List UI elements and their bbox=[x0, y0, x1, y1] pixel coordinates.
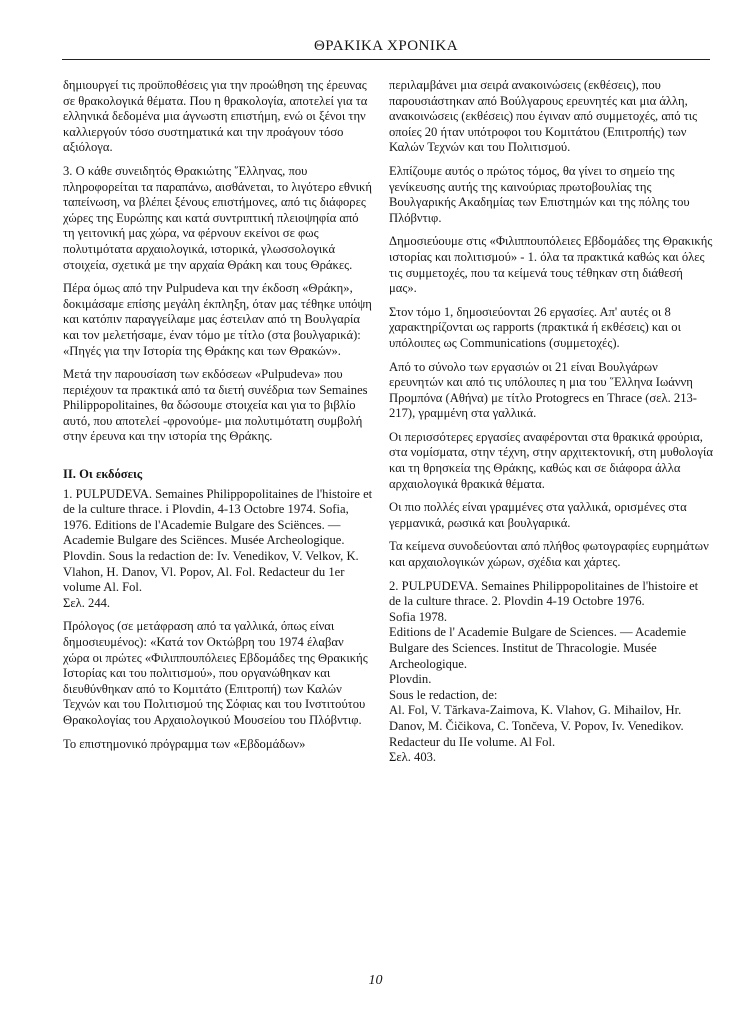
paragraph: Πέρα όμως από την Pulpudeva και την έκδοση «Θράκη», δοκιμάσαμε επίσης μεγάλη έκπληξη, όταν μας τέθηκε υπόψη και κατόπιν παραγγείλαμε μας έστειλαν από τη Βουλγαρία και τον μελετήσαμε, έναν τόμο με τίτλο (στα βουλγαρικά): «Πηγές για την Ιστορία της Θράκης και των Θρακών». bbox=[63, 281, 372, 358]
paragraph: Ελπίζουμε αυτός ο πρώτος τόμος, θα γίνει το σημείο της γενίκευσης αυτής της καινούριας πρωτοβουλίας της Βουλγαρικής Ακαδημίας των Επιστημών και της πόλης του Πλόβντιφ. bbox=[389, 163, 690, 225]
citation-line: Plovdin. bbox=[389, 672, 432, 687]
paragraph: Οι πιο πολλές είναι γραμμένες στα γαλλικά, ορισμένες στα γερμανικά, ρωσικά και βουλγαρικά. bbox=[389, 500, 687, 530]
paragraph: Στον τόμο 1, δημοσιεύονται 26 εργασίες. Απ' αυτές οι 8 χαρακτηρίζονται ως rapports (πρακτικά ή εκθέσεις) και οι υπόλοιπες ως Communications (συμμετοχές). bbox=[389, 304, 681, 350]
paragraph: δημιουργεί τις προϋποθέσεις για την προώθηση της έρευνας σε θρακολογικά θέματα. Που η θρακολογία, αποτελεί για τα ελληνικά δεδομένα μια άγνωστη επιστήμη, ενώ οι ξένοι την καλλιεργούν τόσο συστηματικά και την προάγουν τόσο αξιόλογα. bbox=[63, 78, 368, 155]
page-number: 10 bbox=[368, 973, 383, 988]
citation-line: Sous le redaction, de: bbox=[389, 687, 498, 702]
citation-line: Sofia 1978. bbox=[389, 609, 448, 624]
paragraph: Δημοσιεύουμε στις «Φιλιππουπόλειες Εβδομάδες της Θρακικής ιστορίας και πολιτισμού» - 1. όλα τα πρακτικά καθώς και όλες τις συμμετοχές, που τα κείμενά τους τέθηκαν στη διάθεσή μας». bbox=[389, 234, 713, 296]
citation-line: Editions de l' Academie Bulgare de Sciences. — Academie Bulgare des Sciences. Institut de Thracologie. Musée Archeologique. bbox=[389, 625, 687, 671]
paragraph: 1. PULPUDEVA. Semaines Philippopolitaines de l'histoire et de la culture thrace. i Plovdin, 4-13 Octobre 1974. Sofia, 1976. Editions de l'Academie Bulgare des Sciënces. — Academie Bulgare des Sciënces. Musée Archeologique. Plovdin. Sous la redaction de: Iv. Venedikov, V. Velkov, K. Vlahon, H. Danov, Vl. Popov, Al. Fol. Redacteur du 1er volume Al. Fol. bbox=[63, 486, 373, 595]
right-column bbox=[389, 78, 713, 774]
running-header: ΘΡΑΚΙΚΑ ΧΡΟΝΙΚΑ bbox=[62, 38, 710, 60]
paragraph: Μετά την παρουσίαση των εκδόσεων «Pulpudeva» που περιέχουν τα πρακτικά από τα διετή συνέδρια των Semaines Philippopolitaines, θα δώσουμε στοιχεία και για το βιβλίο αυτό, που αποτελεί -φρονούμε- μια πολυτιμότατη συμβολή στην έρευνα και την ιστορία της Θράκης. bbox=[63, 367, 368, 444]
paragraph: Οι περισσότερες εργασίες αναφέρονται στα θρακικά φρούρια, στα νομίσματα, στην τέχνη, στην αρχιτεκτονική, στη μυθολογία και τη θρησκεία της Θράκης, καθώς και σε διάφορα άλλα αρχαιολογικά θρακικά θέματα. bbox=[389, 429, 713, 491]
page-count: Σελ. 403. bbox=[389, 750, 437, 765]
paragraph: Τα κείμενα συνοδεύονται από πλήθος φωτογραφίες ευρημάτων και αρχαιολογικών χώρων, σχέδια και χάρτες. bbox=[389, 539, 709, 570]
citation-line: Al. Fol, V. Tărkava-Zaimova, K. Vlahov, G. Mihailov, Hr. Danov, M. Čičikova, C. Tončeva, V. Popov, Iv. Venedikov. Redacteur du IIe volume. Al Fol. bbox=[389, 703, 684, 749]
paragraph: Από το σύνολο των εργασιών οι 21 είναι Βουλγάρων ερευνητών και από τις υπόλοιπες η μια του ῞Ελληνα Ιωάννη Προμπόνα (Αθήνα) με τίτλο Protogrecs en Thrace (σελ. 213-217), γραμμένη στα γαλλικά. bbox=[389, 359, 697, 421]
left-column bbox=[63, 78, 373, 760]
paragraph: Το επιστημονικό πρόγραμμα των «Εβδομάδων» bbox=[63, 736, 306, 751]
page-count: Σελ. 244. bbox=[63, 595, 111, 610]
paragraph: 3. Ο κάθε συνειδητός Θρακιώτης ῞Ελληνας, που πληροφορείται τα παραπάνω, αισθάνεται, το λιγότερο εθνική ταπείνωση, να βλέπει ξένους επιστήμονες, από τις διάφορες χώρες της Ευρώπης και κατά συντριπτική πλειοψηφία από τη γειτονική μας χώρα, να φέρνουν εκείνοι σε φως πολυτιμότατα αρχαιολογικά, ιστορικά, γλωσσολογικά στοιχεία, σχετικά με την αρχαία Θράκη και τους Θράκες. bbox=[63, 163, 372, 272]
paragraph: Πρόλογος (σε μετάφραση από τα γαλλικά, όπως είναι δημοσιευμένος): «Κατά τον Οκτώβρη του 1974 έλαβαν χώρα οι πρώτες «Φιλιππουπόλειες Εβδομάδες της Θρακικής Ιστορίας και του πολιτισμού», που οργανώθηκαν και διευθύνθηκαν από το Κομιτάτο (Επιτροπή) των Καλών Τεχνών και του Πολιτισμού της Σόφιας και του Ινστιτούτου Θρακολογίας του Αρχαιολογικού Μουσείου του Πλόβντιφ. bbox=[63, 619, 368, 727]
paragraph: περιλαμβάνει μια σειρά ανακοινώσεις (εκθέσεις), που παρουσιάστηκαν από Βούλγαρους ερευνητές και μια άλλη, ανακοινώσεις (εκθέσεις) που έγιναν από συμμετοχές, από τις οποίες 20 ήταν υπότροφοι του Κομιτάτου (Επιτροπής) των Καλών Τεχνών και του Πολιτισμού. bbox=[389, 78, 698, 155]
section-heading: ΙΙ. Οι εκδόσεις bbox=[63, 467, 143, 482]
citation-line: 2. PULPUDEVA. Semaines Philippopolitaines de l'histoire et de la culture thrace. 2. Plovdin 4-19 Octobre 1976. bbox=[389, 578, 699, 609]
